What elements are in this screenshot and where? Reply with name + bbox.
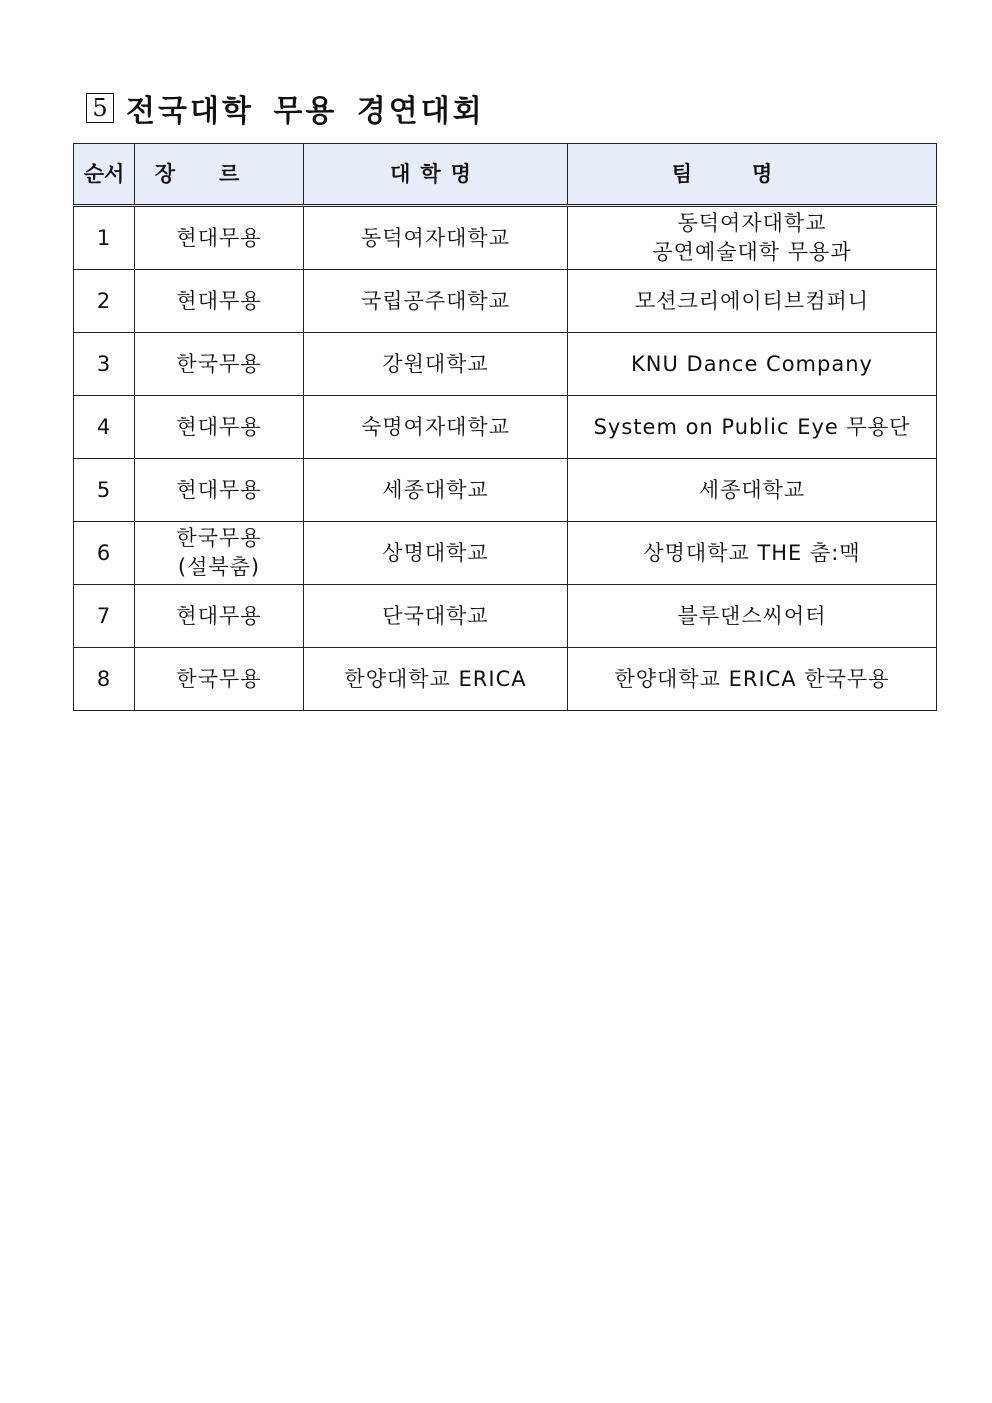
table-row: [74, 522, 937, 585]
cell-university: 상명대학교: [304, 522, 568, 585]
team-line: 한양대학교 ERICA 한국무용: [614, 666, 890, 691]
cell-university: 강원대학교: [304, 333, 568, 396]
cell-genre: [135, 270, 304, 333]
cell-genre: [135, 206, 304, 270]
header-team: 팀명: [568, 144, 937, 206]
table-header-row: [74, 144, 937, 206]
team-line: 모션크리에이티브컴퍼니: [634, 288, 870, 313]
cell-university: 단국대학교: [304, 585, 568, 648]
genre-line: (설북춤): [177, 555, 261, 579]
section-number-box: 5: [86, 93, 114, 123]
team-line: 동덕여자대학교: [677, 211, 827, 235]
table-row: [74, 459, 937, 522]
header-order: 순서: [74, 144, 135, 206]
cell-genre: [135, 396, 304, 459]
cell-genre: [135, 522, 304, 585]
cell-team: [568, 396, 937, 459]
table-row: [74, 333, 937, 396]
header-university: 대학명: [304, 144, 568, 206]
cell-team: [568, 585, 937, 648]
cell-university: 세종대학교: [304, 459, 568, 522]
cell-team: [568, 522, 937, 585]
section-title: 전국대학 무용 경연대회: [126, 94, 485, 129]
table-row: [74, 396, 937, 459]
cell-order: 7: [74, 585, 135, 648]
section-heading: [86, 88, 485, 128]
header-genre: 장르: [135, 144, 304, 206]
genre-line: 한국무용: [176, 666, 262, 691]
genre-line: 현대무용: [176, 603, 262, 628]
cell-order: 8: [74, 648, 135, 711]
cell-genre: [135, 333, 304, 396]
cell-order: 3: [74, 333, 135, 396]
cell-genre: [135, 459, 304, 522]
cell-team: [568, 459, 937, 522]
genre-line: 현대무용: [176, 225, 262, 250]
cell-order: 1: [74, 206, 135, 270]
genre-line: 현대무용: [176, 414, 262, 439]
team-line: 블루댄스씨어터: [677, 603, 827, 628]
cell-university: 국립공주대학교: [304, 270, 568, 333]
team-line: 세종대학교: [698, 477, 806, 502]
cell-genre: [135, 648, 304, 711]
cell-university: 동덕여자대학교: [304, 206, 568, 270]
cell-team: [568, 648, 937, 711]
cell-university: 숙명여자대학교: [304, 396, 568, 459]
cell-order: 5: [74, 459, 135, 522]
lineup-table: [73, 143, 937, 711]
cell-order: 4: [74, 396, 135, 459]
cell-team: [568, 206, 937, 270]
cell-order: 2: [74, 270, 135, 333]
table-row: [74, 585, 937, 648]
table-row: [74, 206, 937, 270]
table-row: [74, 648, 937, 711]
cell-order: 6: [74, 522, 135, 585]
team-line: System on Public Eye 무용단: [593, 414, 911, 439]
cell-team: [568, 270, 937, 333]
table-row: [74, 270, 937, 333]
genre-line: 한국무용: [176, 526, 262, 550]
cell-university: 한양대학교 ERICA: [304, 648, 568, 711]
genre-line: 한국무용: [176, 351, 262, 376]
cell-team: [568, 333, 937, 396]
genre-line: 현대무용: [176, 477, 262, 502]
team-line: 상명대학교 THE 춤:맥: [643, 540, 861, 565]
genre-line: 현대무용: [176, 288, 262, 313]
cell-genre: [135, 585, 304, 648]
team-line: KNU Dance Company: [631, 351, 873, 376]
team-line: 공연예술대학 무용과: [652, 240, 852, 264]
